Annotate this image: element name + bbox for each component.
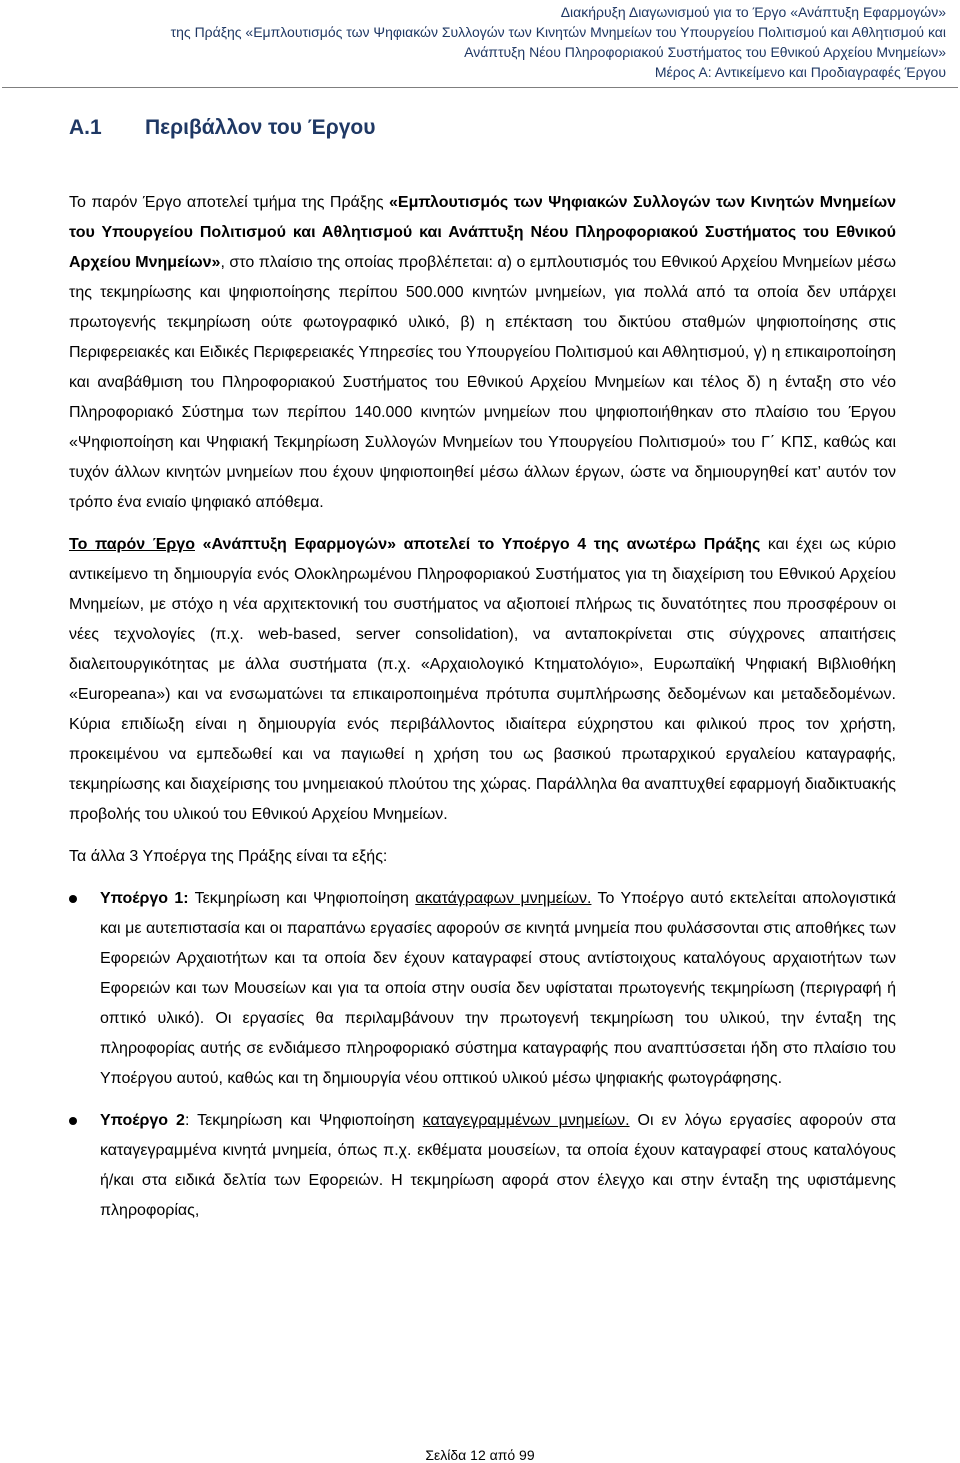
document-body bbox=[69, 188, 896, 1226]
intro-text-2: , στο πλαίσιο της οποίας προβλέπεται: α) ο εμπλουτισμός του Εθνικού Αρχείου Μνημείων μέσω της τεκμηρίωσης και ψηφιοποίησης περίπου 500.000 κινητών μνημείων, για πολλά από τα οποία δεν υπάρχει πρωτογενής τεκμηρίωση ούτε φωτογραφικό υλικό, β) η επέκταση του δικτύου σταθμών ψηφιοποίησης στις Περιφερειακές και Ειδικές Περιφερειακές Υπηρεσίες του Υπουργείου Πολιτισμού και Αθλητισμού, γ) η επικαιροποίηση και αναβάθμιση του Πληροφοριακού Συστήματος του Εθνικού Αρχείου Μνημείων και τέλος δ) η ένταξη στο νέο Πληροφοριακό Σύστημα των περίπου 140.000 κινητών μνημείων που ψηφιοποιήθηκαν στο πλαίσιο του Έργου «Ψηφιοποίηση και Ψηφιακή Τεκμηρίωση Συλλογών Μνημείων του Υπουργείου Πολιτισμού» του Γ΄ ΚΠΣ, καθώς και τυχόν άλλων κινητών μνημείων που έχουν ψηφιοποιηθεί μέσω άλλων έργων, ώστε να δημιουργηθεί κατ’ αυτόν τον τρόπο ένα ενιαίο ψηφιακό απόθεμα. bbox=[69, 254, 897, 511]
section-heading bbox=[69, 116, 375, 140]
subproject-label: Υποέργο 2 bbox=[100, 1112, 185, 1129]
other-subprojects-intro: Τα άλλα 3 Υποέργα της Πράξης είναι τα εξής: bbox=[69, 848, 388, 865]
subproject-label: Υποέργο 1: bbox=[100, 890, 189, 907]
intro-paragraph bbox=[69, 188, 896, 518]
project-name-bold: «Εμπλουτισμός των Ψηφιακών Συλλογών των Κινητών Μνημείων του Υπουργείου Πολιτισμού και Αθλητισμού και Ανάπτυξη Νέου Πληροφοριακού Συστήματος του Εθνικού Αρχείου Μνημείων» bbox=[69, 194, 897, 271]
subproject4-text: και έχει ως κύριο αντικείμενο τη δημιουργία ενός Ολοκληρωμένου Πληροφοριακού Συστήματος για τη διαχείριση του Εθνικού Αρχείου Μνημείων, με στόχο η νέα αρχιτεκτονική του συστήματος να αξιοποιεί πλήρως τις δυνατότητες που προσφέρουν οι νέες τεχνολογίες (π.χ. web-based, server consolidation), να ανταποκρίνεται στις σύγχρονες απαιτήσεις διαλειτουργικότητας με άλλα συστήματα (π.χ. «Αρχαιολογικό Κτηματολόγιο», Ευρωπαϊκή Ψηφιακή Βιβλιοθήκη «Europeana») και να ενσωματώνει τα επικαιροποιημένα πρότυπα συμπλήρωσης δεδομένων και μεταδεδομένων. Κύρια επιδίωξη είναι η δημιουργία ενός περιβάλλοντος ιδιαίτερα εύχρηστου και φιλικού προς τον χρήστη, προκειμένου να εμπεδωθεί και να παγιωθεί η χρήση του ως βασικού πρωταρχικού εργαλείου καταγραφής, τεκμηρίωσης και διαχείρισης του μνημειακού πλούτου της χώρας. Παράλληλα θα αναπτυχθεί εφαρμογή διαδικτυακής προβολής του υλικού του Εθνικού Αρχείου Μνημείων. bbox=[69, 536, 896, 823]
bullet-icon bbox=[69, 895, 77, 903]
list-item bbox=[69, 884, 896, 1094]
subproject-underlined: ακατάγραφων μνημείων. bbox=[415, 890, 592, 907]
subproject-text: Το Υποέργο αυτό εκτελείται απολογιστικά και με αυτεπιστασία και οι παραπάνω εργασίες αφορούν σε κινητά μνημεία που φυλάσσονται στις αποθήκες των Εφορειών Αρχαιοτήτων και τα οποία δεν έχουν καταγραφεί στους αντίστοιχους καταλόγους αρχαιοτήτων των Εφορειών και των Μουσείων και για τα οποία στην ουσία δεν υφίσταται πρωτογενής τεκμηρίωση (περιγραφή ή οπτικό υλικό). Οι εργασίες θα περιλαμβάνουν την πρωτογενή τεκμηρίωση του υλικού, την ένταξη της πληροφορίας αυτής σε ενδιάμεσο πληροφοριακό σύστημα καταγραφής που αναπτύσσεται ήδη στο πλαίσιο του Υποέργου αυτού, καθώς και τη δημιουργία νέου οπτικού υλικού μέσω ψηφιακής φωτογράφησης. bbox=[100, 890, 897, 1087]
subproject4-underlined-lead: Το παρόν Έργο bbox=[69, 536, 195, 553]
header-line-1: Διακήρυξη Διαγωνισμού για το Έργο «Ανάπτυξη Εφαρμογών» bbox=[560, 4, 946, 20]
intro-text-1: Το παρόν Έργο αποτελεί τμήμα της Πράξης bbox=[69, 194, 390, 211]
subproject-underlined: καταγεγραμμένων μνημείων. bbox=[422, 1112, 630, 1129]
header-line-2: της Πράξης «Εμπλουτισμός των Ψηφιακών Συλλογών των Κινητών Μνημείων του Υπουργείου Πολιτισμού και Αθλητισμού και bbox=[170, 24, 946, 40]
header-line-4: Μέρος Α: Αντικείμενο και Προδιαγραφές Έργου bbox=[654, 64, 946, 80]
list-item bbox=[69, 1106, 896, 1226]
subproject-pre: Τεκμηρίωση και Ψηφιοποίηση bbox=[188, 890, 416, 907]
subproject4-bold-lead: «Ανάπτυξη Εφαρμογών» αποτελεί το Υποέργο 4 της ανωτέρω Πράξης bbox=[194, 536, 761, 553]
section-title: Περιβάλλον του Έργου bbox=[145, 116, 376, 139]
header-divider bbox=[2, 87, 958, 88]
bullet-icon bbox=[69, 1117, 77, 1125]
subproject-text: Οι εν λόγω εργασίες αφορούν στα καταγεγραμμένα κινητά μνημεία, όπως π.χ. εκθέματα μουσείων, τα οποία έχουν καταγραφεί στους καταλόγους ή/και στα ειδικά δελτία των Εφορειών. Η τεκμηρίωση αφορά στον έλεγχο και στην ένταξη της υφιστάμενης πληροφορίας, bbox=[100, 1112, 897, 1219]
page-header bbox=[6, 2, 946, 82]
subproject-pre: : Τεκμηρίωση και Ψηφιοποίηση bbox=[184, 1112, 423, 1129]
subproject4-paragraph bbox=[69, 530, 896, 830]
header-line-3: Ανάπτυξη Νέου Πληροφοριακού Συστήματος του Εθνικού Αρχείου Μνημείων» bbox=[464, 44, 946, 60]
subprojects-list bbox=[69, 884, 896, 1226]
page-number: Σελίδα 12 από 99 bbox=[425, 1447, 535, 1463]
section-number: Α.1 bbox=[69, 116, 102, 139]
